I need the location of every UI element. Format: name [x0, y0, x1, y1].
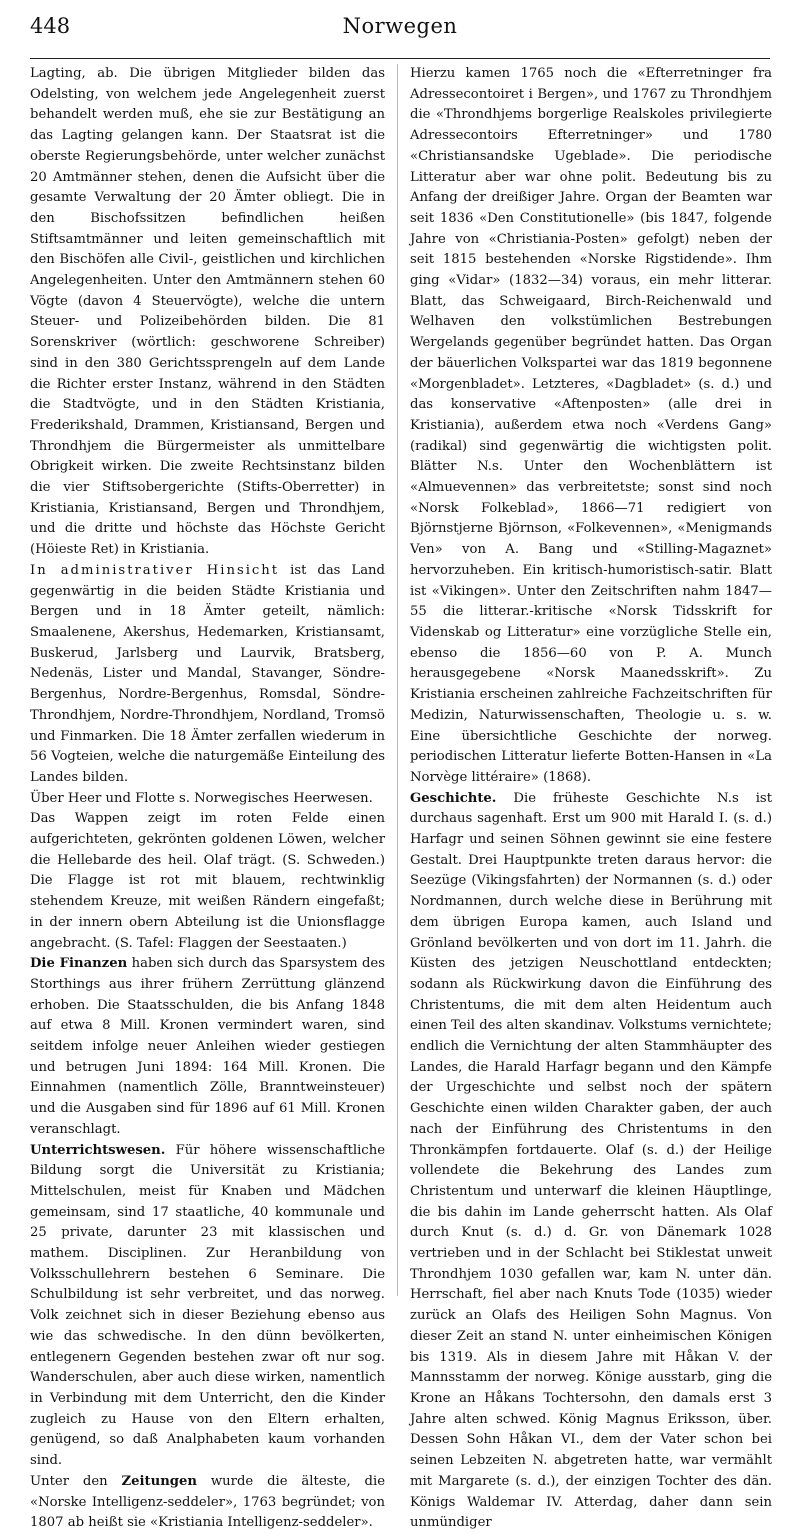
history-lead: Geschichte.	[410, 790, 497, 806]
running-head: Norwegen	[342, 14, 458, 38]
finances-text: haben sich durch das Sparsystem des Storthings aus ihrer frühern Zerrüttung glänzend erhoben. Die Staatsschulden, die bis Anfang 1848 auf etwa 8 Mill. Kronen vermindert waren, sind seitdem infolge neuer Anleihen wieder gestiegen und betrugen Juni 1894: 164 Mill. Kronen. Die Einnahmen (namentlich Zölle, Branntweinsteuer) und die Ausgaben sind für 1896 auf 61 Mill. Kronen veranschlagt.	[30, 956, 385, 1137]
newspapers-text-b: wurde die älteste, die «Norske Intelligenz-seddeler», 1763 begründet; von 1807 ab heißt sie «Kristiania Intelligenz-seddeler».	[30, 1473, 385, 1531]
paragraph-newspapers	[30, 1472, 385, 1534]
page-number: 448	[30, 14, 71, 38]
paragraph-army-navy: Über Heer und Flotte s. Norwegisches Heerwesen.	[30, 790, 373, 806]
paragraph-history	[410, 789, 772, 1534]
left-column	[30, 64, 385, 1531]
page-header	[30, 10, 770, 46]
paragraph-coat-of-arms: Das Wappen zeigt im roten Felde einen aufgerichteten, gekrönten goldenen Löwen, welcher die Hellebarde des heil. Olaf trägt. (S. Schweden.) Die Flagge ist rot mit blauem, rechtwinklig stehendem Kreuze, mit weißen Rändern eingefaßt; in der innern obern Abteilung ist die Unionsflagge angebracht. (S. Tafel: Flaggen der Seestaaten.)	[30, 811, 385, 951]
paragraph-periodicals: Hierzu kamen 1765 noch die «Efterretninger fra Adressecontoiret i Bergen», und 1767 zu Throndhjem die «Throndhjems borgerlige Realskoles privilegierte Adressecontoirs Efterretninger» und 1780 «Christiansandske Ugeblade». Die periodische Litteratur aber war ohne polit. Bedeutung bis zu Anfang der dreißiger Jahre. Organ der Beamten war seit 1836 «Den Constitutionelle» (bis 1847, folgende Jahre von «Christiania-Posten» gefolgt) neben der seit 1815 bestehenden «Norske Rigstidende». Ihm ging «Vidar» (1832—34) voraus, ein mehr litterar. Blatt, das Schweigaard, Birch-Reichenwald und Welhaven den volkstümlichen Bestrebungen Wergelands gegenüber begründet hatten. Das Organ der bäuerlichen Volkspartei war das 1819 begonnene «Morgenbladet». Letzteres, «Dagbladet» (s. d.) und das konservative «Aftenposten» (alle drei in Kristiania), außerdem etwa noch «Verdens Gang» (radikal) sind gegenwärtig die wichtigsten polit. Blätter N.s. Unter den Wochenblättern ist «Almuevennen» das verbreitetste; sonst sind noch «Norsk Folkeblad», 1866—71 redigiert von Björnstjerne Björnson, «Folkevennen», «Menigmands Ven» von A. Bang und «Stilling-Magaznet» hervorzuheben. Ein kritisch-humoristisch-satir. Blatt ist «Vikingen». Unter den Zeitschriften nahm 1847—55 die litterar.-kritische «Norsk Tidsskrift for Videnskab og Litteratur» eine vorzügliche Stelle ein, ebenso die 1856—60 von P. A. Munch herausgegebene «Norsk Maanedsskrift». Zu Kristiania erscheinen zahlreiche Fachzeitschriften für Medizin, Naturwissenschaften, Theologie u. s. w. Eine übersichtliche Geschichte der norweg. periodischen Litteratur lieferte Botten-Hansen in «La Norvège littéraire» (1868).	[410, 66, 772, 785]
newspapers-lead: Zeitungen	[121, 1473, 197, 1489]
paragraph-education	[30, 1141, 385, 1472]
education-lead: Unterrichtswesen.	[30, 1142, 166, 1158]
paragraph-finances	[30, 954, 385, 1140]
paragraph-government: Lagting, ab. Die übrigen Mitglieder bilden das Odelsting, von welchem jede Angelegenheit zuerst behandelt werden muß, ehe sie zur Bestätigung an das Lagting gelangen kann. Der Staatsrat ist die oberste Regierungsbehörde, unter welcher zunächst 20 Amtmänner stehen, denen die Aufsicht über die gesamte Verwaltung der 20 Ämter obliegt. Die in den Bischofssitzen befindlichen heißen Stiftsamtmänner und leiten gemeinschaftlich mit den Bischöfen alle Civil-, geistlichen und kirchlichen Angelegenheiten. Unter den Amtmännern stehen 60 Vögte (davon 4 Steuervögte), welche die untern Steuer- und Polizeibehörden bilden. Die 81 Sorenskriver (wörtlich: geschworene Schreiber) sind in den 380 Gerichtssprengeln auf dem Lande die Richter erster Instanz, während in den Städten die Stadtvögte, und in den Städten Kristiania, Frederikshald, Drammen, Kristiansand, Bergen und Throndhjem die Bürgermeister als unmittelbare Obrigkeit wirken. Die zweite Rechtsinstanz bilden die vier Stiftsobergerichte (Stifts-Oberretter) in Kristiania, Kristiansand, Bergen und Throndhjem, und die dritte und höchste das Höchste Gericht (Höieste Ret) in Kristiania.	[30, 66, 385, 558]
column-divider	[397, 64, 398, 1296]
administration-lead: In administrativer Hinsicht	[30, 562, 280, 578]
header-rule	[30, 58, 770, 59]
paragraph-administration	[30, 561, 385, 789]
newspapers-text-a: Unter den	[30, 1473, 122, 1489]
administration-text: ist das Land gegenwärtig in die beiden Städte Kristiania und Bergen und in 18 Ämter geteilt, nämlich: Smaalenene, Akershus, Hedemarken, Kristiansamt, Buskerud, Jarlsberg und Laurvik, Bratsberg, Nedenäs, Lister und Mandal, Stavanger, Söndre-Bergenhus, Nordre-Bergenhus, Romsdal, Söndre-Throndhjem, Nordre-Throndhjem, Nordland, Tromsö und Finmarken. Die 18 Ämter zerfallen wiederum in 56 Vogteien, welche die naturgemäße Einteilung des Landes bilden.	[30, 562, 385, 785]
history-text: Die früheste Geschichte N.s ist durchaus sagenhaft. Erst um 900 mit Harald I. (s. d.) Harfagr und seinen Söhnen gewinnt sie eine festere Gestalt. Drei Hauptpunkte treten daraus hervor: die Seezüge (Vikingsfahrten) der Normannen (s. d.) oder Nordmannen, durch welche diese in Berührung mit dem übrigen Europa kamen, auch Island und Grönland bevölkerten und von dort im 11. Jahrh. die Küsten des jetzigen Neuschottland entdeckten; sodann als Rückwirkung davon die Einführung des Christentums, die mit dem alten Heidentum auch einen Teil des alten skandinav. Volkstums vernichtete; endlich die Vernichtung der alten Stammhäupter des Landes, die Harald Harfagr begann und den Kämpfe der Urgeschichte und selbst noch der spätern Geschichte einen wilden Charakter gaben, der auch nach der Einführung des Christentums in den Thronkämpfen fortdauerte. Olaf (s. d.) der Heilige vollendete die Bekehrung des Landes zum Christentum und unterwarf die kleinen Häuptlinge, die bis dahin im Lande geherrscht hatten. Als Olaf durch Knut (s. d.) d. Gr. von Dänemark 1028 vertrieben und in der Schlacht bei Stiklestat unweit Throndhjem 1030 gefallen war, kam N. unter dän. Herrschaft, fiel aber nach Knuts Tode (1035) wieder zurück an Olafs des Heiligen Sohn Magnus. Von dieser Zeit an stand N. unter einheimischen Königen bis 1319. Als in diesem Jahre mit Håkan V. der Mannsstamm der norweg. Könige ausstarb, ging die Krone an Håkans Tochtersohn, den damals erst 3 Jahre alten schwed. König Magnus Eriksson, über. Dessen Sohn Håkan VI., dem der Vater schon bei seinen Lebzeiten N. abgetreten hatte, war vermählt mit Margarete (s. d.), der einzigen Tochter des dän. Königs Waldemar IV. Atterdag, daher dann sein unmündiger	[410, 790, 772, 1531]
right-column	[410, 64, 772, 1531]
finances-lead: Die Finanzen	[30, 956, 128, 972]
education-text: Für höhere wissenschaftliche Bildung sorgt die Universität zu Kristiania; Mittelschulen, meist für Knaben und Mädchen gemeinsam, sind 17 staatliche, 40 kommunale und 25 private, darunter 23 mit klassischen und mathem. Disciplinen. Zur Heranbildung von Volksschullehrern bestehen 6 Seminare. Die Schulbildung ist sehr verbreitet, und das norweg. Volk zeichnet sich in dieser Beziehung ebenso aus wie das schwedische. In den dünn bevölkerten, entlegenern Gegenden bestehen zwar oft nur sog. Wanderschulen, aber auch diese wirken, namentlich in Verbindung mit dem Unterricht, den die Kinder zugleich zu Hause von den Eltern erhalten, genügend, so daß Analphabeten kaum vorhanden sind.	[30, 1142, 385, 1469]
